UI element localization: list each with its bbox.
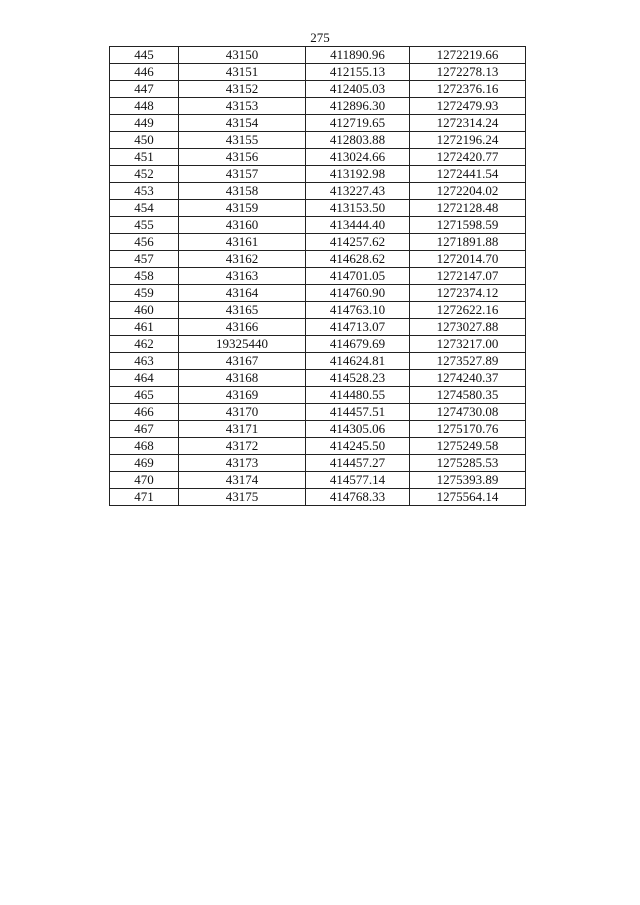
row-number-cell: 469	[110, 455, 179, 472]
y-coordinate-cell: 1275564.14	[410, 489, 526, 506]
y-coordinate-cell: 1273527.89	[410, 353, 526, 370]
y-coordinate-cell: 1275393.89	[410, 472, 526, 489]
table-row	[110, 234, 526, 251]
row-number-cell: 446	[110, 64, 179, 81]
y-coordinate-cell: 1274240.37	[410, 370, 526, 387]
table-row	[110, 387, 526, 404]
y-coordinate-cell: 1272376.16	[410, 81, 526, 98]
point-id-cell: 43157	[179, 166, 306, 183]
row-number-cell: 454	[110, 200, 179, 217]
y-coordinate-cell: 1274730.08	[410, 404, 526, 421]
x-coordinate-cell: 413444.40	[306, 217, 410, 234]
row-number-cell: 453	[110, 183, 179, 200]
row-number-cell: 449	[110, 115, 179, 132]
y-coordinate-cell: 1272622.16	[410, 302, 526, 319]
table-row	[110, 472, 526, 489]
y-coordinate-cell: 1272014.70	[410, 251, 526, 268]
row-number-cell: 451	[110, 149, 179, 166]
row-number-cell: 467	[110, 421, 179, 438]
x-coordinate-cell: 414763.10	[306, 302, 410, 319]
y-coordinate-cell: 1271891.88	[410, 234, 526, 251]
point-id-cell: 43154	[179, 115, 306, 132]
table-row	[110, 81, 526, 98]
point-id-cell: 43159	[179, 200, 306, 217]
row-number-cell: 452	[110, 166, 179, 183]
row-number-cell: 464	[110, 370, 179, 387]
row-number-cell: 471	[110, 489, 179, 506]
x-coordinate-cell: 412803.88	[306, 132, 410, 149]
point-id-cell: 43168	[179, 370, 306, 387]
coordinates-table	[109, 46, 526, 506]
y-coordinate-cell: 1275285.53	[410, 455, 526, 472]
table-row	[110, 47, 526, 64]
x-coordinate-cell: 414760.90	[306, 285, 410, 302]
point-id-cell: 43169	[179, 387, 306, 404]
table-row	[110, 98, 526, 115]
row-number-cell: 445	[110, 47, 179, 64]
y-coordinate-cell: 1272374.12	[410, 285, 526, 302]
row-number-cell: 468	[110, 438, 179, 455]
x-coordinate-cell: 414528.23	[306, 370, 410, 387]
row-number-cell: 465	[110, 387, 179, 404]
y-coordinate-cell: 1275170.76	[410, 421, 526, 438]
row-number-cell: 463	[110, 353, 179, 370]
x-coordinate-cell: 414701.05	[306, 268, 410, 285]
point-id-cell: 43153	[179, 98, 306, 115]
row-number-cell: 461	[110, 319, 179, 336]
x-coordinate-cell: 414245.50	[306, 438, 410, 455]
point-id-cell: 43173	[179, 455, 306, 472]
table-row	[110, 115, 526, 132]
point-id-cell: 19325440	[179, 336, 306, 353]
x-coordinate-cell: 412155.13	[306, 64, 410, 81]
x-coordinate-cell: 413153.50	[306, 200, 410, 217]
y-coordinate-cell: 1274580.35	[410, 387, 526, 404]
table-row	[110, 319, 526, 336]
point-id-cell: 43155	[179, 132, 306, 149]
x-coordinate-cell: 413024.66	[306, 149, 410, 166]
table-row	[110, 200, 526, 217]
point-id-cell: 43156	[179, 149, 306, 166]
y-coordinate-cell: 1272479.93	[410, 98, 526, 115]
row-number-cell: 456	[110, 234, 179, 251]
y-coordinate-cell: 1272147.07	[410, 268, 526, 285]
table-row	[110, 404, 526, 421]
table-row	[110, 336, 526, 353]
x-coordinate-cell: 414628.62	[306, 251, 410, 268]
point-id-cell: 43166	[179, 319, 306, 336]
point-id-cell: 43160	[179, 217, 306, 234]
table-row	[110, 489, 526, 506]
table-row	[110, 285, 526, 302]
table-row	[110, 268, 526, 285]
table-row	[110, 251, 526, 268]
table-row	[110, 183, 526, 200]
y-coordinate-cell: 1271598.59	[410, 217, 526, 234]
point-id-cell: 43171	[179, 421, 306, 438]
point-id-cell: 43167	[179, 353, 306, 370]
row-number-cell: 460	[110, 302, 179, 319]
x-coordinate-cell: 411890.96	[306, 47, 410, 64]
table-row	[110, 438, 526, 455]
table-body	[110, 47, 526, 506]
x-coordinate-cell: 413192.98	[306, 166, 410, 183]
point-id-cell: 43150	[179, 47, 306, 64]
table-row	[110, 455, 526, 472]
point-id-cell: 43164	[179, 285, 306, 302]
table-row	[110, 353, 526, 370]
row-number-cell: 470	[110, 472, 179, 489]
point-id-cell: 43163	[179, 268, 306, 285]
y-coordinate-cell: 1272278.13	[410, 64, 526, 81]
y-coordinate-cell: 1272219.66	[410, 47, 526, 64]
y-coordinate-cell: 1272441.54	[410, 166, 526, 183]
row-number-cell: 447	[110, 81, 179, 98]
x-coordinate-cell: 413227.43	[306, 183, 410, 200]
row-number-cell: 455	[110, 217, 179, 234]
table-row	[110, 217, 526, 234]
row-number-cell: 457	[110, 251, 179, 268]
y-coordinate-cell: 1272128.48	[410, 200, 526, 217]
x-coordinate-cell: 412896.30	[306, 98, 410, 115]
x-coordinate-cell: 414457.51	[306, 404, 410, 421]
table-row	[110, 132, 526, 149]
x-coordinate-cell: 414624.81	[306, 353, 410, 370]
x-coordinate-cell: 412405.03	[306, 81, 410, 98]
x-coordinate-cell: 414257.62	[306, 234, 410, 251]
point-id-cell: 43172	[179, 438, 306, 455]
point-id-cell: 43158	[179, 183, 306, 200]
point-id-cell: 43165	[179, 302, 306, 319]
point-id-cell: 43162	[179, 251, 306, 268]
y-coordinate-cell: 1272196.24	[410, 132, 526, 149]
x-coordinate-cell: 414457.27	[306, 455, 410, 472]
table-row	[110, 302, 526, 319]
x-coordinate-cell: 414480.55	[306, 387, 410, 404]
x-coordinate-cell: 414305.06	[306, 421, 410, 438]
x-coordinate-cell: 414577.14	[306, 472, 410, 489]
x-coordinate-cell: 414679.69	[306, 336, 410, 353]
row-number-cell: 462	[110, 336, 179, 353]
row-number-cell: 448	[110, 98, 179, 115]
row-number-cell: 459	[110, 285, 179, 302]
page-number: 275	[310, 30, 330, 45]
point-id-cell: 43174	[179, 472, 306, 489]
table-row	[110, 421, 526, 438]
table-row	[110, 166, 526, 183]
table-row	[110, 149, 526, 166]
y-coordinate-cell: 1272204.02	[410, 183, 526, 200]
row-number-cell: 458	[110, 268, 179, 285]
point-id-cell: 43152	[179, 81, 306, 98]
point-id-cell: 43161	[179, 234, 306, 251]
x-coordinate-cell: 414768.33	[306, 489, 410, 506]
table-row	[110, 370, 526, 387]
point-id-cell: 43175	[179, 489, 306, 506]
x-coordinate-cell: 414713.07	[306, 319, 410, 336]
y-coordinate-cell: 1272314.24	[410, 115, 526, 132]
y-coordinate-cell: 1273027.88	[410, 319, 526, 336]
point-id-cell: 43151	[179, 64, 306, 81]
point-id-cell: 43170	[179, 404, 306, 421]
x-coordinate-cell: 412719.65	[306, 115, 410, 132]
row-number-cell: 466	[110, 404, 179, 421]
y-coordinate-cell: 1272420.77	[410, 149, 526, 166]
row-number-cell: 450	[110, 132, 179, 149]
y-coordinate-cell: 1273217.00	[410, 336, 526, 353]
table-row	[110, 64, 526, 81]
y-coordinate-cell: 1275249.58	[410, 438, 526, 455]
